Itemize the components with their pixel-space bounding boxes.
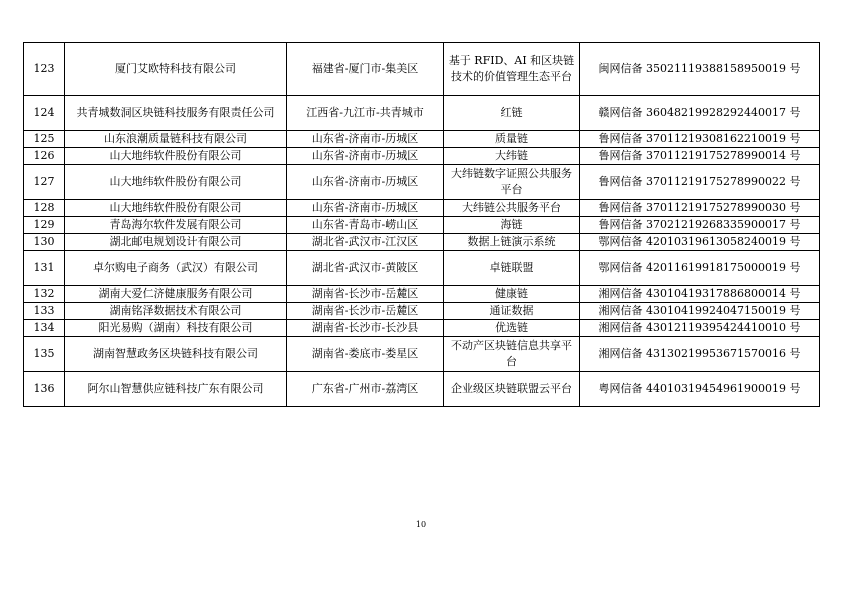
region: 湖北省-武汉市-江汉区 bbox=[287, 234, 444, 251]
service-name: 不动产区块链信息共享平台 bbox=[444, 337, 580, 372]
service-name: 企业级区块链联盟云平台 bbox=[444, 372, 580, 407]
table-row bbox=[24, 148, 820, 165]
organization-name: 青岛海尔软件发展有限公司 bbox=[65, 217, 287, 234]
registration-number: 鄂网信备 42010319613058240019 号 bbox=[580, 234, 820, 251]
region: 福建省-厦门市-集美区 bbox=[287, 43, 444, 96]
service-name: 海链 bbox=[444, 217, 580, 234]
organization-name: 阿尔山智慧供应链科技广东有限公司 bbox=[65, 372, 287, 407]
registration-number: 闽网信备 35021119388158950019 号 bbox=[580, 43, 820, 96]
registration-number: 湘网信备 43010419317886800014 号 bbox=[580, 286, 820, 303]
organization-name: 湖南大爱仁济健康服务有限公司 bbox=[65, 286, 287, 303]
row-number: 126 bbox=[24, 148, 65, 165]
table-row bbox=[24, 372, 820, 407]
registration-number: 鲁网信备 37011219308162210019 号 bbox=[580, 131, 820, 148]
service-name: 优选链 bbox=[444, 320, 580, 337]
region: 湖南省-长沙市-岳麓区 bbox=[287, 303, 444, 320]
organization-name: 湖南铭泽数据技术有限公司 bbox=[65, 303, 287, 320]
table-row bbox=[24, 234, 820, 251]
region: 江西省-九江市-共青城市 bbox=[287, 96, 444, 131]
organization-name: 湖北邮电规划设计有限公司 bbox=[65, 234, 287, 251]
region: 山东省-青岛市-崂山区 bbox=[287, 217, 444, 234]
service-name: 大纬链 bbox=[444, 148, 580, 165]
service-name: 通证数据 bbox=[444, 303, 580, 320]
table-row bbox=[24, 96, 820, 131]
region: 湖南省-长沙市-长沙县 bbox=[287, 320, 444, 337]
row-number: 125 bbox=[24, 131, 65, 148]
row-number: 130 bbox=[24, 234, 65, 251]
region: 山东省-济南市-历城区 bbox=[287, 131, 444, 148]
region: 湖南省-娄底市-娄星区 bbox=[287, 337, 444, 372]
row-number: 131 bbox=[24, 251, 65, 286]
service-name: 基于 RFID、AI 和区块链技术的价值管理生态平台 bbox=[444, 43, 580, 96]
organization-name: 厦门艾欧特科技有限公司 bbox=[65, 43, 287, 96]
row-number: 132 bbox=[24, 286, 65, 303]
organization-name: 山大地纬软件股份有限公司 bbox=[65, 148, 287, 165]
service-name: 数据上链演示系统 bbox=[444, 234, 580, 251]
registration-number: 鲁网信备 37011219175278990014 号 bbox=[580, 148, 820, 165]
registration-number: 粤网信备 44010319454961900019 号 bbox=[580, 372, 820, 407]
organization-name: 湖南智慧政务区块链科技有限公司 bbox=[65, 337, 287, 372]
organization-name: 阳光易购（湖南）科技有限公司 bbox=[65, 320, 287, 337]
table-row bbox=[24, 200, 820, 217]
page-number: 10 bbox=[415, 520, 427, 529]
table-row bbox=[24, 320, 820, 337]
organization-name: 山大地纬软件股份有限公司 bbox=[65, 200, 287, 217]
organization-name: 共青城数洞区块链科技服务有限责任公司 bbox=[65, 96, 287, 131]
registration-number: 湘网信备 43012119395424410010 号 bbox=[580, 320, 820, 337]
organization-name: 山东浪潮质量链科技有限公司 bbox=[65, 131, 287, 148]
registration-number: 赣网信备 36048219928292440017 号 bbox=[580, 96, 820, 131]
row-number: 136 bbox=[24, 372, 65, 407]
registration-number: 鄂网信备 42011619918175000019 号 bbox=[580, 251, 820, 286]
service-name: 健康链 bbox=[444, 286, 580, 303]
region: 湖南省-长沙市-岳麓区 bbox=[287, 286, 444, 303]
table-row bbox=[24, 217, 820, 234]
registration-number: 湘网信备 43130219953671570016 号 bbox=[580, 337, 820, 372]
region: 山东省-济南市-历城区 bbox=[287, 165, 444, 200]
table-row bbox=[24, 165, 820, 200]
region: 湖北省-武汉市-黄陂区 bbox=[287, 251, 444, 286]
table-row bbox=[24, 337, 820, 372]
service-name: 红链 bbox=[444, 96, 580, 131]
table-row bbox=[24, 303, 820, 320]
region: 广东省-广州市-荔湾区 bbox=[287, 372, 444, 407]
organization-name: 卓尔购电子商务（武汉）有限公司 bbox=[65, 251, 287, 286]
row-number: 134 bbox=[24, 320, 65, 337]
service-name: 卓链联盟 bbox=[444, 251, 580, 286]
row-number: 135 bbox=[24, 337, 65, 372]
service-name: 大纬链数字证照公共服务平台 bbox=[444, 165, 580, 200]
row-number: 127 bbox=[24, 165, 65, 200]
table-row bbox=[24, 286, 820, 303]
table-row bbox=[24, 43, 820, 96]
registration-number: 鲁网信备 37021219268335900017 号 bbox=[580, 217, 820, 234]
row-number: 124 bbox=[24, 96, 65, 131]
registry-table bbox=[23, 42, 820, 407]
table-row bbox=[24, 131, 820, 148]
organization-name: 山大地纬软件股份有限公司 bbox=[65, 165, 287, 200]
registration-number: 鲁网信备 37011219175278990022 号 bbox=[580, 165, 820, 200]
table-row bbox=[24, 251, 820, 286]
row-number: 128 bbox=[24, 200, 65, 217]
registration-number: 湘网信备 43010419924047150019 号 bbox=[580, 303, 820, 320]
service-name: 质量链 bbox=[444, 131, 580, 148]
row-number: 129 bbox=[24, 217, 65, 234]
region: 山东省-济南市-历城区 bbox=[287, 200, 444, 217]
region: 山东省-济南市-历城区 bbox=[287, 148, 444, 165]
row-number: 133 bbox=[24, 303, 65, 320]
row-number: 123 bbox=[24, 43, 65, 96]
registration-number: 鲁网信备 37011219175278990030 号 bbox=[580, 200, 820, 217]
service-name: 大纬链公共服务平台 bbox=[444, 200, 580, 217]
